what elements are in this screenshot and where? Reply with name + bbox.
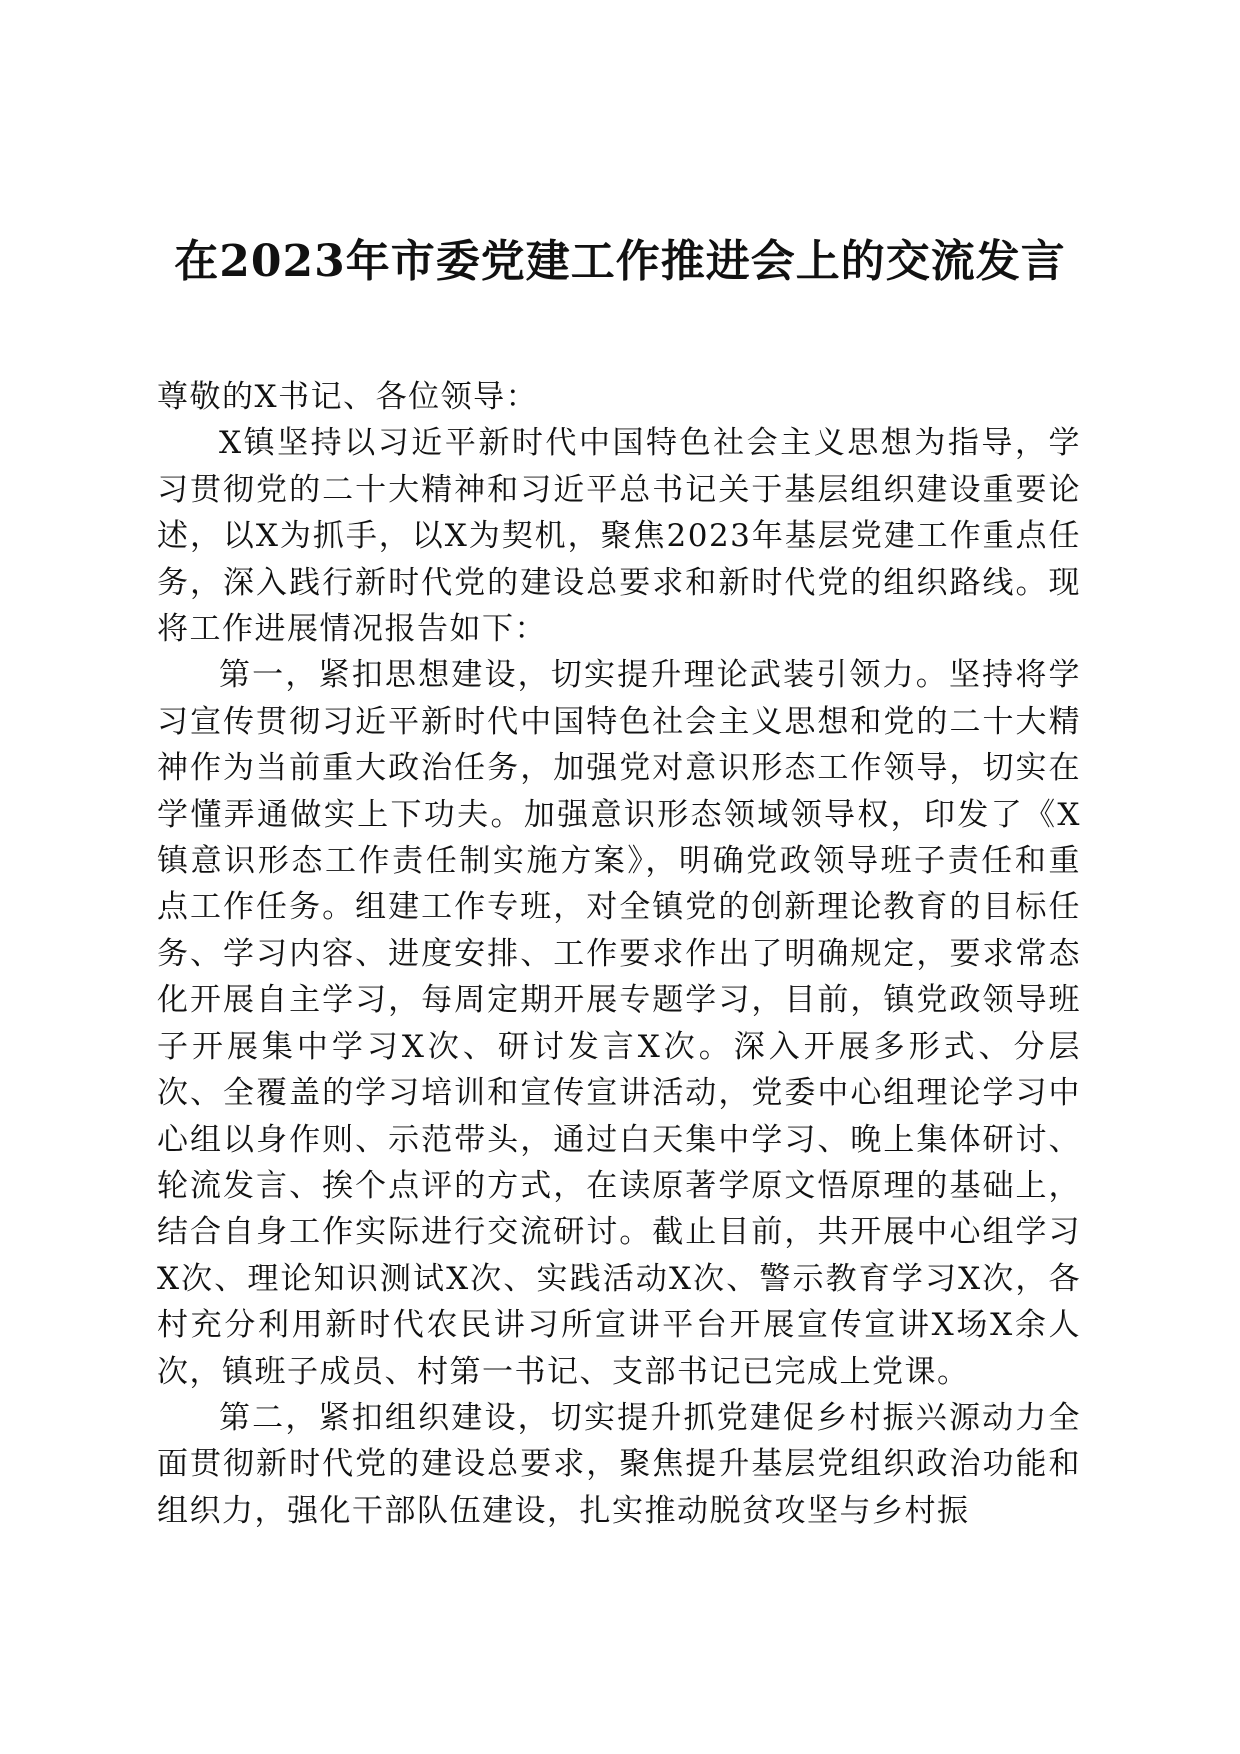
document-title: 在2023年市委党建工作推进会上的交流发言: [174, 236, 1066, 287]
salutation: 尊敬的X书记、各位领导：: [157, 379, 539, 415]
paragraph-first-point: 第一，紧扣思想建设，切实提升理论武装引领力。坚持将学习宣传贯彻习近平新时代中国特色社会主义思想和党的二十大精神作为当前重大政治任务，加强党对意识形态工作领导，切实在学懂弄通做实上下功夫。加强意识形态领域领导权，印发了《X镇意识形态工作责任制实施方案》，明确党政领导班子责任和重点工作任务。组建工作专班，对全镇党的创新理论教育的目标任务、学习内容、进度安排、工作要求作出了明确规定，要求常态化开展自主学习，每周定期开展专题学习，目前，镇党政领导班子开展集中学习X次、研讨发言X次。深入开展多形式、分层次、全覆盖的学习培训和宣传宣讲活动，党委中心组理论学习中心组以身作则、示范带头，通过白天集中学习、晚上集体研讨、轮流发言、挨个点评的方式，在读原著学原文悟原理的基础上，结合自身工作实际进行交流研讨。截止目前，共开展中心组学习X次、理论知识测试X次、实践活动X次、警示教育学习X次，各村充分利用新时代农民讲习所宣讲平台开展宣传宣讲X场X余人次，镇班子成员、村第一书记、支部书记已完成上党课。: [157, 657, 1081, 1390]
paragraph-second-point: 第二，紧扣组织建设，切实提升抓党建促乡村振兴源动力全面贯彻新时代党的建设总要求，聚焦提升基层党组织政治功能和组织力，强化干部队伍建设，扎实推动脱贫攻坚与乡村振: [157, 1399, 1081, 1529]
document-body: [157, 374, 1081, 1534]
paragraph-intro: X镇坚持以习近平新时代中国特色社会主义思想为指导，学习贯彻党的二十大精神和习近平总书记关于基层组织建设重要论述，以X为抓手，以X为契机，聚焦2023年基层党建工作重点任务，深入践行新时代党的建设总要求和新时代党的组织路线。现将工作进展情况报告如下：: [157, 425, 1081, 648]
